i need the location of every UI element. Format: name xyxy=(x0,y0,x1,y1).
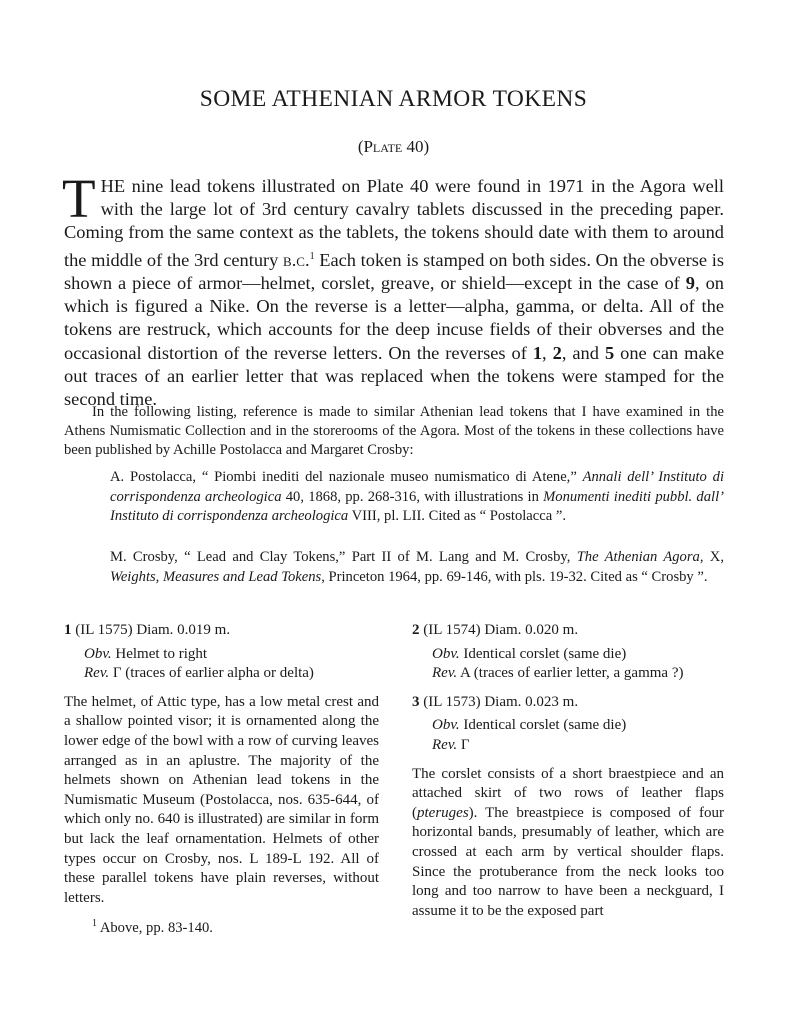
rev-text: A (traces of earlier letter, a gamma ?) xyxy=(457,665,684,682)
intro-text-1: HE nine lead tokens illustrated on Plate 40 were found in 1971 in the Agora well with the large lot of 3rd century cavalry tablets discussed in the preceding paper. Coming from the same context as the tablets, the tokens should date with them to around the middle of the 3rd century xyxy=(64,176,724,270)
rev-text: Γ (traces of earlier alpha or delta) xyxy=(109,665,314,682)
intro-text-2: Each token is stamped on both sides. On the obverse is shown a piece of armor—helmet, corslet, greave, or shield—except in the case of xyxy=(64,249,725,293)
article-title: SOME ATHENIAN ARMOR TOKENS xyxy=(199,86,588,112)
obv-text: Identical corslet (same die) xyxy=(459,645,627,662)
footnote xyxy=(92,918,213,937)
footnote-marker: 1 xyxy=(309,250,315,262)
rev-label: Rev. xyxy=(432,665,458,682)
entry-1-description: The helmet, of Attic type, has a low metal crest and a shallow pointed visor; it is ornamented along the lower edge of the bowl with a row of curving leaves arranged as in an aplustre. The majority of the helmets shown on Athenian lead tokens in the Numismatic Museum (Postolacca, nos. 635-644, of which only no. 640 is illustrated) are similar in form but lack the leaf ornamentation. Helmets of other types occur on Crosby, nos. L 189-L 192. All of these parallel tokens have plain reverses, without letters. xyxy=(64,693,379,906)
rev-text: Γ xyxy=(457,736,470,753)
left-column xyxy=(64,621,379,908)
token-ref-1: 1 xyxy=(532,342,543,363)
ref-journal: Monumenti inediti pubbl. dall’ Instituto di corrispondenza archeologica xyxy=(110,488,724,525)
ref-text: 40, 1868, pp. 268-316, with illustrations in xyxy=(281,488,544,505)
ref-journal: Weights, Measures and Lead Tokens xyxy=(110,568,322,585)
desc-text: ). The breastpiece is composed of four horizontal bands, presumably of leather, which are crossed at each arm by vertical shoulder flaps. Since the protuberance from the neck looks too long and too narrow to have been a neckguard, I assume it to be the exposed part xyxy=(412,804,724,919)
plate-label: (Plate 40) xyxy=(357,137,430,156)
entry-2-heading xyxy=(412,621,724,641)
footnote-text: Above, pp. 83-140. xyxy=(97,919,213,936)
ref-journal: The Athenian Agora xyxy=(576,549,700,565)
drop-cap: T xyxy=(62,168,96,229)
obv-text: Identical corslet (same die) xyxy=(459,717,627,734)
intro-paragraph xyxy=(62,168,725,411)
rev-label: Rev. xyxy=(432,736,458,753)
rev-label: Rev. xyxy=(84,665,110,682)
entry-2-obverse xyxy=(432,645,724,665)
sep-1: , xyxy=(542,342,553,363)
entry-3-obverse xyxy=(432,716,724,736)
desc-term: pteruges xyxy=(417,804,469,821)
entry-number: 3 xyxy=(412,693,420,710)
ref-text: , Princeton 1964, pp. 69-146, with pls. 19-32. Cited as “ Crosby ”. xyxy=(321,568,708,585)
sep-2: , and xyxy=(561,342,605,363)
entry-1-reverse xyxy=(84,664,379,684)
footnote-number: 1 xyxy=(92,918,97,929)
listing-paragraph: In the following listing, reference is made to similar Athenian lead tokens that I have examined in the Athens Numismatic Collection and in the storerooms of the Agora. Most of the tokens in these collections have been published by Achille Postolacca and Margaret Crosby: xyxy=(64,404,724,459)
entry-1-heading xyxy=(64,621,379,641)
token-ref-2: 2 xyxy=(552,342,562,363)
obv-text: Helmet to right xyxy=(111,645,208,662)
entry-3-reverse xyxy=(432,736,724,756)
entry-number: 1 xyxy=(64,622,72,638)
entry-3-description xyxy=(412,765,724,922)
reference-postolacca xyxy=(110,468,724,527)
entry-diam: (IL 1575) Diam. 0.019 m. xyxy=(71,622,231,638)
desc-text: The corslet consists of a short braestpiece and an attached skirt of two rows of leather flaps ( xyxy=(412,765,724,821)
entry-3-heading xyxy=(412,693,724,713)
token-ref-9: 9 xyxy=(685,272,695,293)
obv-label: Obv. xyxy=(432,717,460,734)
entry-diam: (IL 1573) Diam. 0.023 m. xyxy=(419,693,579,710)
token-ref-5: 5 xyxy=(604,342,615,363)
ref-text: M. Crosby, “ Lead and Clay Tokens,” Part II of M. Lang and M. Crosby, xyxy=(110,549,577,565)
ref-text: VIII, pl. LII. Cited as “ Postolacca ”. xyxy=(348,508,566,525)
bc-abbrev: b.c. xyxy=(283,249,310,270)
ref-text: , X, xyxy=(699,549,724,565)
right-column xyxy=(412,621,724,921)
entry-2-reverse xyxy=(432,664,724,684)
reference-crosby xyxy=(110,548,724,587)
intro-text-3: , on which is figured a Nike. On the reverse is a letter—alpha, gamma, or delta. All of the tokens are restruck, which accounts for the deep incuse fields of their obverses and the occasional distortion of the reverse letters. On the reverses of xyxy=(64,272,724,363)
entry-1-obverse xyxy=(84,645,379,665)
obv-label: Obv. xyxy=(84,645,112,662)
obv-label: Obv. xyxy=(432,645,460,662)
intro-text-4: one can make out traces of an earlier letter that was replaced when the tokens were stamped for the second time. xyxy=(64,342,724,409)
entry-diam: (IL 1574) Diam. 0.020 m. xyxy=(419,622,579,638)
ref-journal: Annali dell’ Instituto di corrispondenza archeologica xyxy=(110,469,724,505)
entry-number: 2 xyxy=(412,622,420,638)
ref-text: A. Postolacca, “ Piombi inediti del nazionale museo numismatico di Atene,” xyxy=(110,469,583,485)
